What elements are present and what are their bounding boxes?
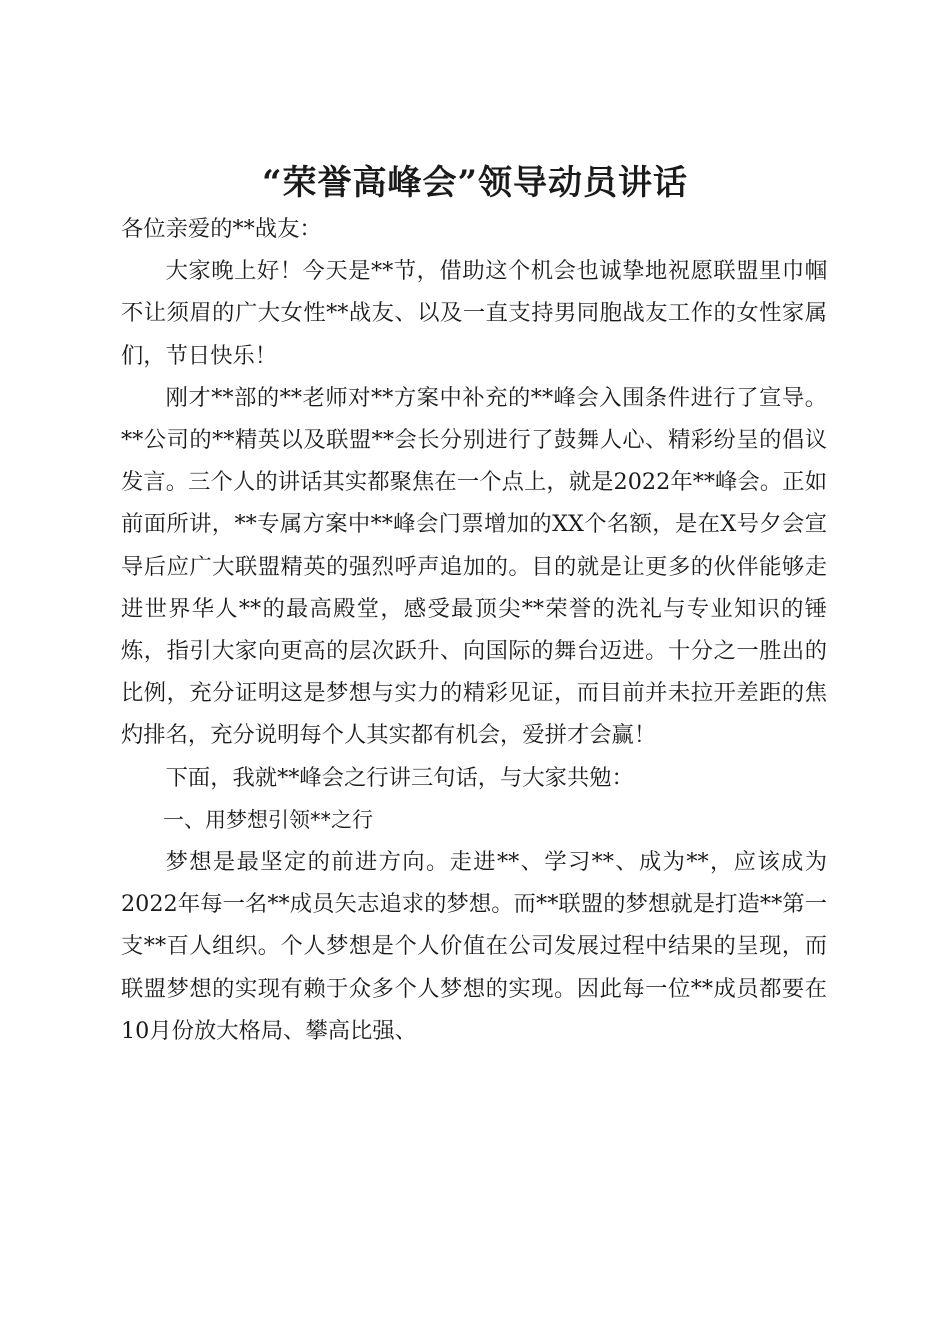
section-heading-1: 一、用梦想引领**之行 bbox=[163, 807, 373, 832]
document-body bbox=[121, 208, 827, 1052]
paragraph-summit-intro: 刚才**部的**老师对**方案中补充的**峰会入围条件进行了宣导。**公司的**精英以及联盟**会长分别进行了鼓舞人心、精彩纷呈的倡议发言。三个人的讲话其实都聚焦在一个点上，就是2022年**峰会。正如前面所讲，**专属方案中**峰会门票增加的XX个名额，是在X号夕会宣导后应广大联盟精英的强烈呼声追加的。目的就是让更多的伙伴能够走进世界华人**的最高殿堂，感受最顶尖**荣誉的洗礼与专业知识的锤炼，指引大家向更高的层次跃升、向国际的舞台迈进。十分之一胜出的比例，充分证明这是梦想与实力的精彩见证，而目前并未拉开差距的焦灼排名，充分说明每个人其实都有机会，爱拼才会赢！ bbox=[121, 384, 827, 749]
paragraph-greeting: 大家晚上好！今天是**节，借助这个机会也诚挚地祝愿联盟里巾帼不让须眉的广大女性**战友、以及一直支持男同胞战友工作的女性家属们，节日快乐！ bbox=[121, 258, 827, 369]
salutation: 各位亲爱的**战友： bbox=[121, 216, 322, 242]
document-title: “荣誉高峰会”领导动员讲话 bbox=[261, 162, 689, 203]
paragraph-section-1: 梦想是最坚定的前进方向。走进**、学习**、成为**，应该成为2022年每一名**成员矢志追求的梦想。而**联盟的梦想就是打造**第一支**百人组织。个人梦想是个人价值在公司发展过程中结果的呈现，而联盟梦想的实现有赖于众多个人梦想的实现。因此每一位**成员都要在10月份放大格局、攀高比强、 bbox=[121, 849, 827, 1044]
paragraph-three-points: 下面，我就**峰会之行讲三句话，与大家共勉： bbox=[165, 764, 634, 791]
